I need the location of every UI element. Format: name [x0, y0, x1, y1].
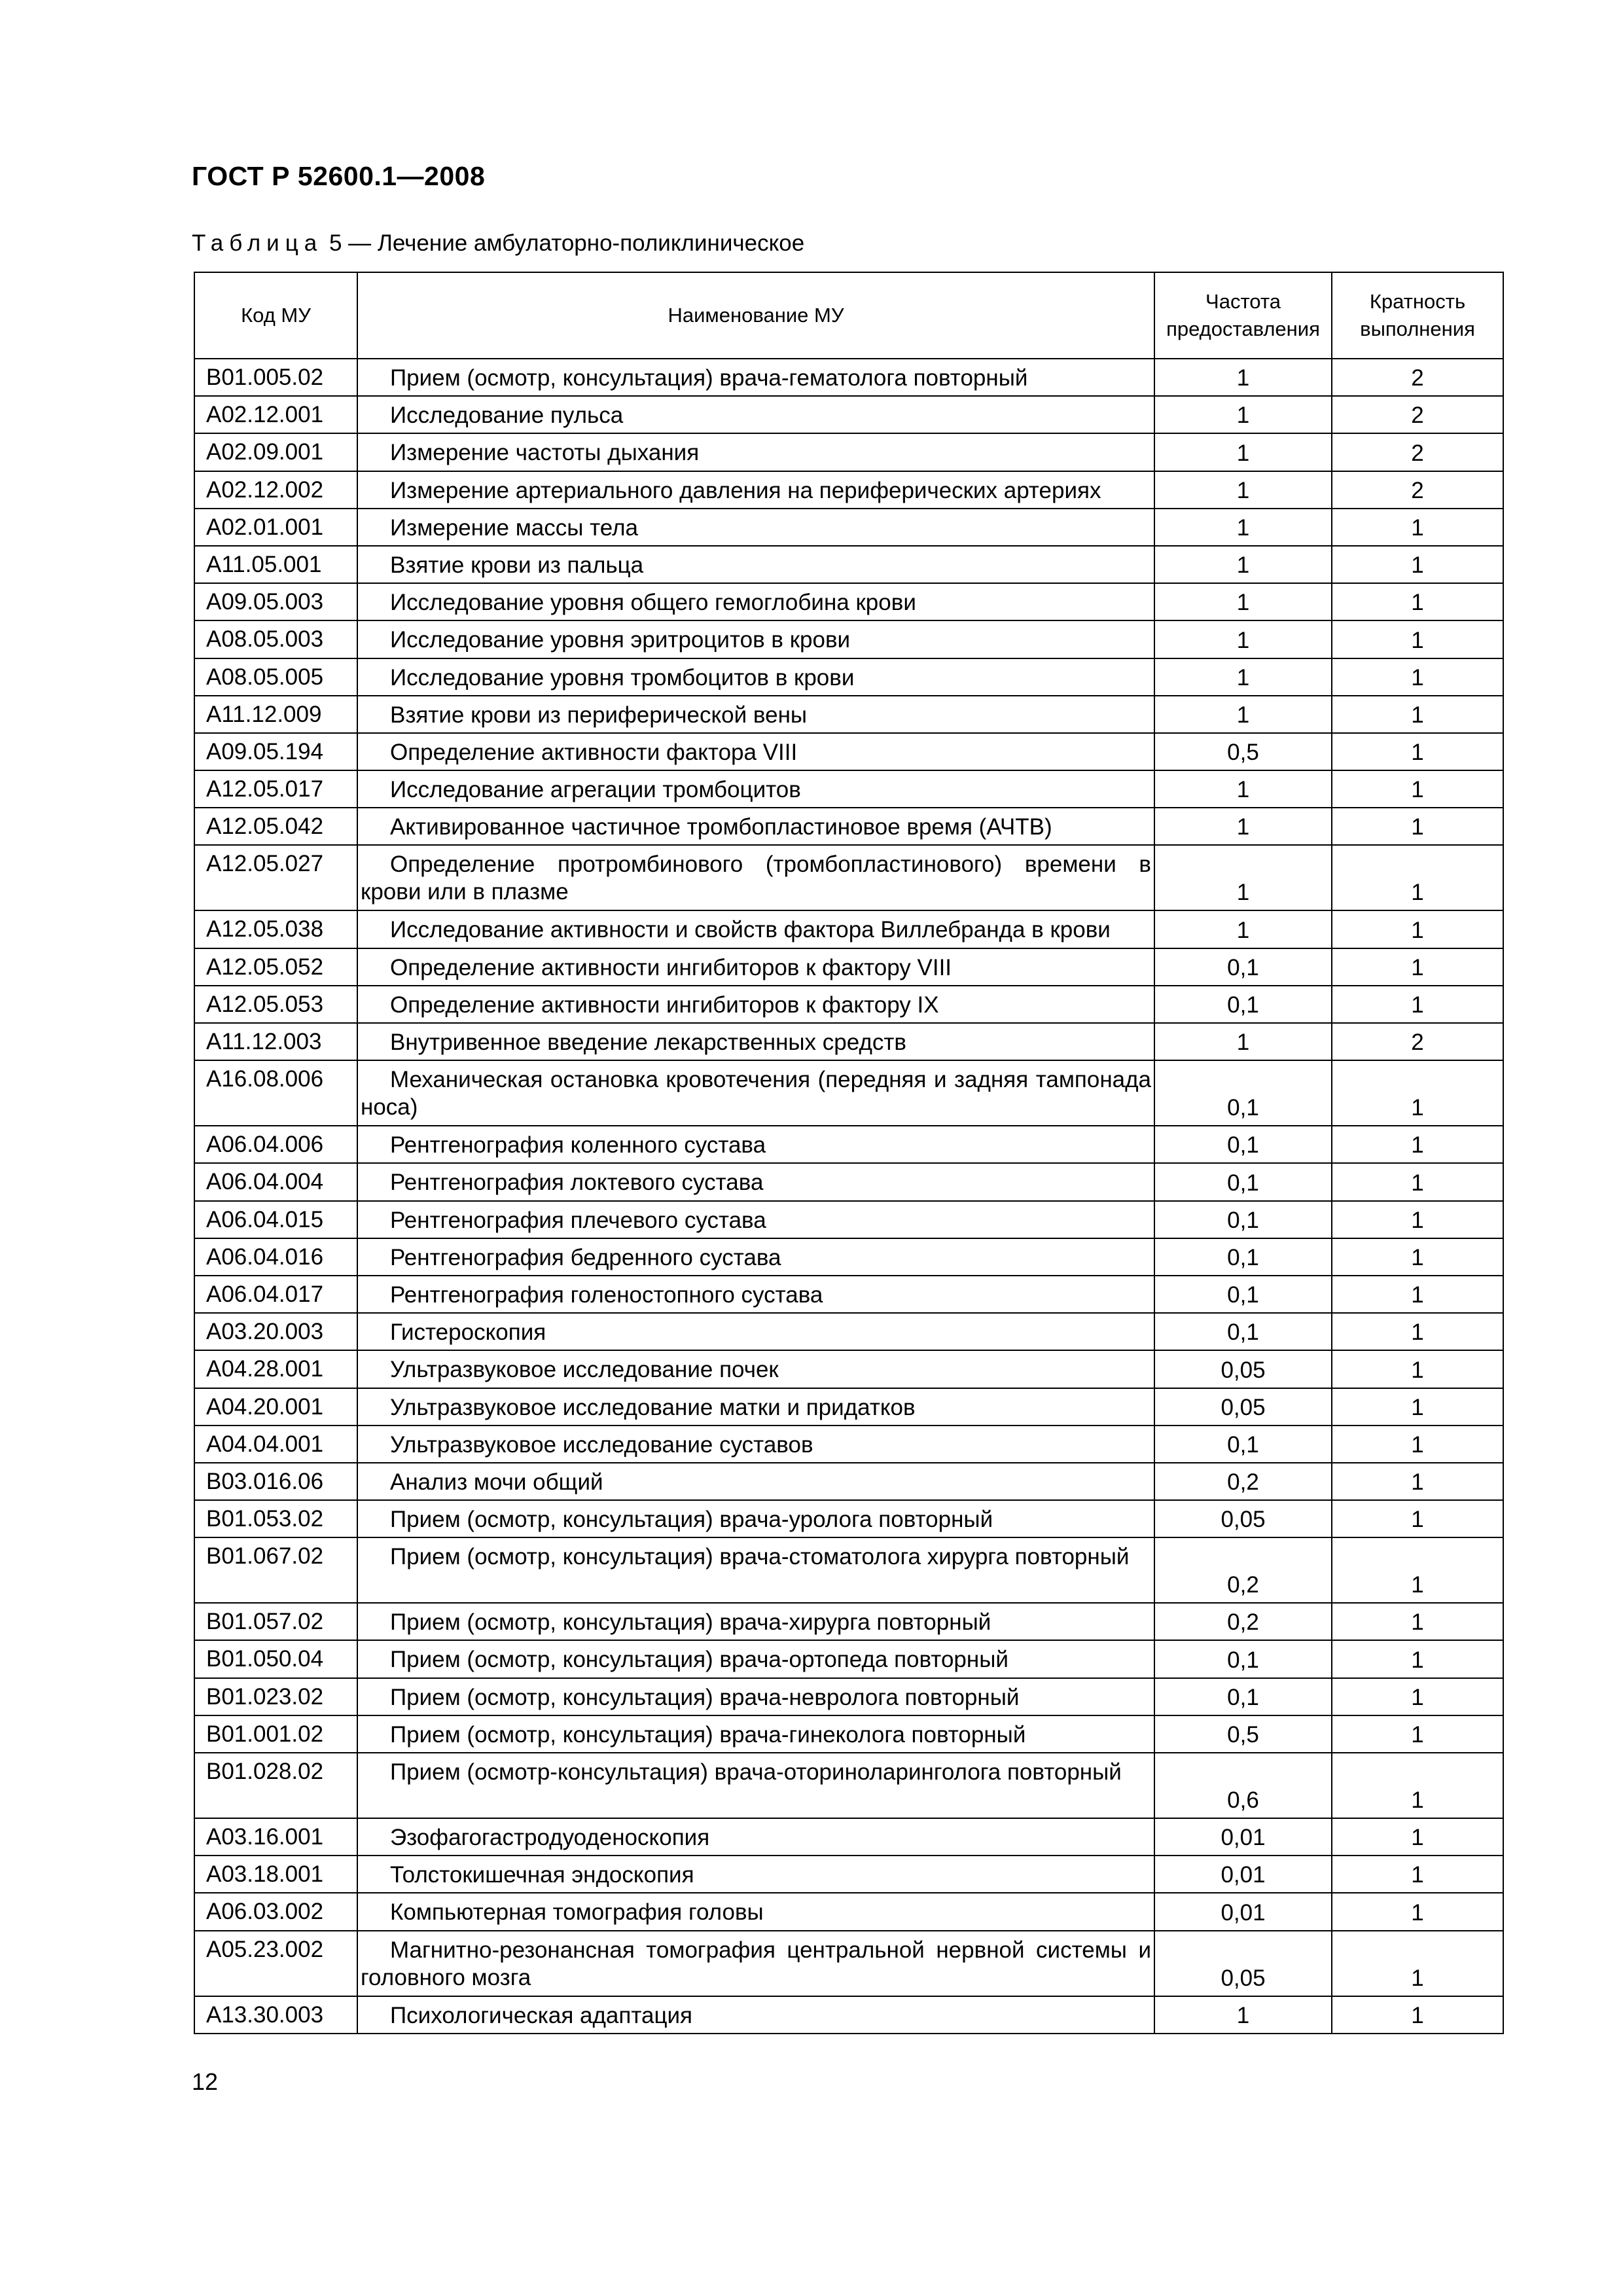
column-header-name: Наименование МУ — [357, 272, 1154, 359]
table-row — [194, 1388, 1503, 1426]
cell-multiplicity: 1 — [1332, 658, 1503, 696]
table-row — [194, 546, 1503, 583]
table-caption-number: 5 — [329, 230, 342, 256]
cell-name — [357, 1537, 1154, 1603]
cell-code: B03.016.06 — [194, 1463, 357, 1500]
cell-frequency: 1 — [1154, 1023, 1332, 1060]
cell-name-text: Эзофагогастродуоденоскопия — [390, 1825, 710, 1850]
table-row — [194, 620, 1503, 658]
cell-name — [357, 1500, 1154, 1537]
cell-name-text: Прием (осмотр, консультация) врача-гинеколога повторный — [390, 1721, 1026, 1748]
cell-code: A02.12.002 — [194, 471, 357, 509]
table-row — [194, 1426, 1503, 1463]
cell-name — [357, 696, 1154, 733]
cell-code: A06.04.017 — [194, 1276, 357, 1313]
cell-multiplicity: 1 — [1332, 546, 1503, 583]
cell-name-text: Определение активности фактора VIII — [390, 739, 798, 765]
cell-multiplicity: 1 — [1332, 733, 1503, 770]
cell-multiplicity: 1 — [1332, 696, 1503, 733]
cell-name-text: Рентгенография коленного сустава — [390, 1132, 766, 1158]
cell-name-text: Прием (осмотр, консультация) врача-гематолога повторный — [390, 365, 1028, 391]
cell-multiplicity: 1 — [1332, 1893, 1503, 1930]
cell-name-text: Ультразвуковое исследование матки и придатков — [390, 1394, 916, 1420]
cell-name-text: Исследование уровня общего гемоглобина крови — [390, 590, 916, 616]
cell-name-text: Рентгенография плечевого сустава — [390, 1207, 766, 1233]
table-row — [194, 1060, 1503, 1126]
cell-code: B01.050.04 — [194, 1640, 357, 1677]
table-row — [194, 948, 1503, 986]
cell-name — [357, 1678, 1154, 1715]
cell-code: A03.18.001 — [194, 1856, 357, 1893]
column-header-frequency: Частота предоставления — [1154, 272, 1332, 359]
cell-frequency: 1 — [1154, 770, 1332, 808]
column-header-code: Код МУ — [194, 272, 357, 359]
services-table — [194, 272, 1504, 2034]
cell-frequency: 1 — [1154, 396, 1332, 433]
cell-frequency: 1 — [1154, 509, 1332, 546]
cell-multiplicity: 2 — [1332, 359, 1503, 396]
cell-frequency: 0,5 — [1154, 1715, 1332, 1753]
cell-name — [357, 1388, 1154, 1426]
cell-name — [357, 1931, 1154, 1996]
table-row — [194, 1678, 1503, 1715]
cell-multiplicity: 1 — [1332, 1931, 1503, 1996]
cell-multiplicity: 1 — [1332, 1753, 1503, 1818]
cell-frequency: 0,1 — [1154, 1163, 1332, 1200]
cell-multiplicity: 1 — [1332, 1640, 1503, 1677]
cell-multiplicity: 1 — [1332, 1163, 1503, 1200]
cell-frequency: 1 — [1154, 1996, 1332, 2034]
cell-name — [357, 1238, 1154, 1276]
cell-name — [357, 583, 1154, 620]
cell-name-text: Рентгенография бедренного сустава — [390, 1244, 781, 1270]
cell-frequency: 1 — [1154, 658, 1332, 696]
cell-code: A06.04.004 — [194, 1163, 357, 1200]
table-row — [194, 359, 1503, 396]
cell-name-text: Ультразвуковое исследование суставов — [390, 1431, 813, 1458]
table-row — [194, 471, 1503, 509]
cell-name — [357, 808, 1154, 845]
cell-name-text: Магнитно-резонансная томография центральной нервной системы и головного мозга — [361, 1937, 1151, 1990]
cell-code: B01.023.02 — [194, 1678, 357, 1715]
cell-name — [357, 845, 1154, 910]
cell-frequency: 1 — [1154, 546, 1332, 583]
cell-name — [357, 1426, 1154, 1463]
cell-code: A02.01.001 — [194, 509, 357, 546]
cell-name-text: Прием (осмотр, консультация) врача-невролога повторный — [390, 1684, 1020, 1710]
cell-multiplicity: 1 — [1332, 1537, 1503, 1603]
cell-name-text: Рентгенография голеностопного сустава — [390, 1282, 823, 1308]
cell-name — [357, 1350, 1154, 1388]
table-row — [194, 1201, 1503, 1238]
cell-frequency: 0,05 — [1154, 1350, 1332, 1388]
cell-name — [357, 1996, 1154, 2034]
table-row — [194, 986, 1503, 1023]
cell-name — [357, 1893, 1154, 1930]
cell-code: A09.05.003 — [194, 583, 357, 620]
column-header-multiplicity: Кратность выполнения — [1332, 272, 1503, 359]
cell-multiplicity: 2 — [1332, 433, 1503, 471]
cell-name-text: Исследование уровня эритроцитов в крови — [390, 627, 851, 653]
cell-name-text: Прием (осмотр, консультация) врача-ортопеда повторный — [390, 1647, 1008, 1673]
table-row — [194, 733, 1503, 770]
cell-name-text: Исследование пульса — [390, 403, 624, 429]
cell-multiplicity: 2 — [1332, 396, 1503, 433]
cell-name-text: Толстокишечная эндоскопия — [390, 1862, 694, 1888]
cell-code: A12.05.027 — [194, 845, 357, 910]
cell-code: A11.12.003 — [194, 1023, 357, 1060]
cell-frequency: 0,1 — [1154, 1313, 1332, 1350]
cell-name-text: Исследование агрегации тромбоцитов — [390, 777, 801, 803]
cell-frequency: 0,1 — [1154, 1060, 1332, 1126]
cell-frequency: 0,05 — [1154, 1388, 1332, 1426]
table-row — [194, 583, 1503, 620]
cell-name-text: Компьютерная томография головы — [390, 1899, 764, 1926]
cell-name — [357, 620, 1154, 658]
cell-multiplicity: 1 — [1332, 1856, 1503, 1893]
cell-name-text: Определение протромбинового (тромбопластинового) времени в крови или в плазме — [361, 852, 1151, 905]
table-row — [194, 1818, 1503, 1856]
cell-multiplicity: 2 — [1332, 1023, 1503, 1060]
cell-multiplicity: 1 — [1332, 1463, 1503, 1500]
cell-code: A11.12.009 — [194, 696, 357, 733]
cell-name — [357, 1715, 1154, 1753]
cell-multiplicity: 1 — [1332, 1350, 1503, 1388]
table-row — [194, 1350, 1503, 1388]
cell-code: A04.28.001 — [194, 1350, 357, 1388]
table-row — [194, 845, 1503, 910]
cell-name — [357, 1201, 1154, 1238]
cell-multiplicity: 1 — [1332, 1996, 1503, 2034]
cell-frequency: 1 — [1154, 471, 1332, 509]
table-row — [194, 433, 1503, 471]
cell-frequency: 0,1 — [1154, 1276, 1332, 1313]
cell-name — [357, 658, 1154, 696]
cell-name — [357, 1276, 1154, 1313]
table-body — [194, 359, 1503, 2034]
cell-multiplicity: 1 — [1332, 1201, 1503, 1238]
cell-name — [357, 1023, 1154, 1060]
table-row — [194, 1893, 1503, 1930]
cell-multiplicity: 1 — [1332, 948, 1503, 986]
cell-code: A12.05.017 — [194, 770, 357, 808]
cell-code: A05.23.002 — [194, 1931, 357, 1996]
cell-multiplicity: 1 — [1332, 620, 1503, 658]
cell-name — [357, 1313, 1154, 1350]
cell-code: A06.03.002 — [194, 1893, 357, 1930]
cell-name — [357, 1603, 1154, 1640]
table-row — [194, 1500, 1503, 1537]
table-row — [194, 1126, 1503, 1163]
cell-name — [357, 1856, 1154, 1893]
cell-multiplicity: 1 — [1332, 509, 1503, 546]
cell-name-text: Внутривенное введение лекарственных средств — [390, 1030, 906, 1055]
cell-code: B01.057.02 — [194, 1603, 357, 1640]
cell-name-text: Гистероскопия — [390, 1319, 546, 1346]
cell-frequency: 0,1 — [1154, 1426, 1332, 1463]
table-row — [194, 1931, 1503, 1996]
cell-multiplicity: 1 — [1332, 1238, 1503, 1276]
cell-name-text: Измерение массы тела — [390, 514, 638, 541]
page-number: 12 — [192, 2068, 219, 2095]
cell-name-text: Психологическая адаптация — [390, 2002, 692, 2028]
cell-frequency: 0,5 — [1154, 733, 1332, 770]
cell-multiplicity: 1 — [1332, 1313, 1503, 1350]
table-row — [194, 1463, 1503, 1500]
cell-frequency: 0,1 — [1154, 1640, 1332, 1677]
cell-multiplicity: 1 — [1332, 910, 1503, 948]
cell-frequency: 1 — [1154, 696, 1332, 733]
table-row — [194, 1023, 1503, 1060]
cell-code: A02.09.001 — [194, 433, 357, 471]
cell-frequency: 1 — [1154, 808, 1332, 845]
table-row — [194, 1603, 1503, 1640]
table-row — [194, 1996, 1503, 2034]
table-row — [194, 770, 1503, 808]
cell-code: B01.053.02 — [194, 1500, 357, 1537]
table-header-row — [194, 272, 1503, 359]
cell-name-text: Рентгенография локтевого сустава — [390, 1170, 764, 1196]
cell-name — [357, 733, 1154, 770]
cell-code: A06.04.016 — [194, 1238, 357, 1276]
cell-name — [357, 770, 1154, 808]
cell-frequency: 0,1 — [1154, 1238, 1332, 1276]
cell-name-text: Определение активности ингибиторов к фактору VIII — [390, 954, 952, 980]
cell-name — [357, 471, 1154, 509]
cell-code: A03.20.003 — [194, 1313, 357, 1350]
cell-name-text: Прием (осмотр-консультация) врача-оториноларинголога повторный — [390, 1759, 1122, 1785]
cell-name — [357, 910, 1154, 948]
cell-name — [357, 986, 1154, 1023]
cell-multiplicity: 1 — [1332, 1603, 1503, 1640]
cell-multiplicity: 1 — [1332, 1678, 1503, 1715]
cell-code: A03.16.001 — [194, 1818, 357, 1856]
cell-frequency: 1 — [1154, 910, 1332, 948]
table-row — [194, 396, 1503, 433]
cell-frequency: 0,2 — [1154, 1603, 1332, 1640]
cell-frequency: 0,05 — [1154, 1931, 1332, 1996]
cell-name — [357, 433, 1154, 471]
cell-multiplicity: 1 — [1332, 1276, 1503, 1313]
cell-name — [357, 1753, 1154, 1818]
table-row — [194, 1276, 1503, 1313]
cell-frequency: 1 — [1154, 583, 1332, 620]
cell-name-text: Определение активности ингибиторов к фактору IX — [390, 992, 939, 1018]
cell-frequency: 0,6 — [1154, 1753, 1332, 1818]
cell-multiplicity: 1 — [1332, 1500, 1503, 1537]
cell-frequency: 0,05 — [1154, 1500, 1332, 1537]
table-caption — [192, 230, 804, 257]
cell-multiplicity: 1 — [1332, 1126, 1503, 1163]
cell-name-text: Исследование активности и свойств фактора Виллебранда в крови — [390, 917, 1111, 943]
cell-name — [357, 509, 1154, 546]
cell-name — [357, 1126, 1154, 1163]
table-row — [194, 910, 1503, 948]
cell-name-text: Прием (осмотр, консультация) врача-уролога повторный — [390, 1507, 993, 1533]
cell-code: A06.04.006 — [194, 1126, 357, 1163]
cell-code: A02.12.001 — [194, 396, 357, 433]
cell-multiplicity: 1 — [1332, 1715, 1503, 1753]
table-row — [194, 1537, 1503, 1603]
cell-frequency: 1 — [1154, 845, 1332, 910]
table-row — [194, 808, 1503, 845]
cell-name — [357, 1463, 1154, 1500]
cell-name-text: Взятие крови из периферической вены — [390, 702, 808, 728]
cell-multiplicity: 1 — [1332, 1818, 1503, 1856]
table-row — [194, 658, 1503, 696]
cell-code: A13.30.003 — [194, 1996, 357, 2034]
cell-code: A16.08.006 — [194, 1060, 357, 1126]
cell-name-text: Измерение частоты дыхания — [390, 440, 700, 466]
cell-name-text: Механическая остановка кровотечения (передняя и задняя тампонада носа) — [361, 1067, 1151, 1121]
cell-name-text: Прием (осмотр, консультация) врача-хирурга повторный — [390, 1609, 991, 1636]
cell-code: B01.028.02 — [194, 1753, 357, 1818]
table-row — [194, 1313, 1503, 1350]
cell-code: B01.067.02 — [194, 1537, 357, 1603]
cell-multiplicity: 1 — [1332, 1060, 1503, 1126]
cell-code: B01.005.02 — [194, 359, 357, 396]
cell-frequency: 1 — [1154, 359, 1332, 396]
table-row — [194, 696, 1503, 733]
table-caption-prefix: Таблица — [192, 230, 323, 256]
cell-name-text: Ультразвуковое исследование почек — [390, 1357, 779, 1383]
table-row — [194, 509, 1503, 546]
cell-multiplicity: 1 — [1332, 808, 1503, 845]
table-row — [194, 1715, 1503, 1753]
cell-multiplicity: 1 — [1332, 1388, 1503, 1426]
cell-frequency: 0,01 — [1154, 1818, 1332, 1856]
cell-frequency: 0,01 — [1154, 1856, 1332, 1893]
cell-code: A06.04.015 — [194, 1201, 357, 1238]
cell-name-text: Активированное частичное тромбопластиновое время (АЧТВ) — [390, 814, 1052, 840]
cell-code: B01.001.02 — [194, 1715, 357, 1753]
cell-frequency: 0,1 — [1154, 986, 1332, 1023]
cell-name — [357, 948, 1154, 986]
table-row — [194, 1856, 1503, 1893]
table-caption-text: — Лечение амбулаторно-поликлиническое — [348, 230, 805, 256]
cell-code: A04.04.001 — [194, 1426, 357, 1463]
cell-name-text: Исследование уровня тромбоцитов в крови — [390, 664, 855, 691]
cell-frequency: 0,2 — [1154, 1463, 1332, 1500]
cell-multiplicity: 1 — [1332, 583, 1503, 620]
cell-frequency: 0,1 — [1154, 1201, 1332, 1238]
cell-multiplicity: 1 — [1332, 986, 1503, 1023]
cell-code: A12.05.052 — [194, 948, 357, 986]
table-row — [194, 1640, 1503, 1677]
cell-name-text: Прием (осмотр, консультация) врача-стоматолога хирурга повторный — [390, 1544, 1130, 1570]
cell-name — [357, 1818, 1154, 1856]
cell-code: A08.05.003 — [194, 620, 357, 658]
cell-frequency: 0,2 — [1154, 1537, 1332, 1603]
cell-name — [357, 396, 1154, 433]
table-row — [194, 1753, 1503, 1818]
cell-frequency: 1 — [1154, 620, 1332, 658]
cell-frequency: 0,1 — [1154, 1678, 1332, 1715]
cell-code: A12.05.042 — [194, 808, 357, 845]
cell-code: A12.05.038 — [194, 910, 357, 948]
cell-name-text: Взятие крови из пальца — [390, 552, 644, 578]
cell-name — [357, 1060, 1154, 1126]
cell-name — [357, 359, 1154, 396]
cell-name-text: Измерение артериального давления на периферических артериях — [390, 477, 1101, 503]
cell-code: A08.05.005 — [194, 658, 357, 696]
cell-frequency: 0,1 — [1154, 1126, 1332, 1163]
cell-multiplicity: 1 — [1332, 1426, 1503, 1463]
cell-multiplicity: 1 — [1332, 845, 1503, 910]
cell-name — [357, 1640, 1154, 1677]
cell-name — [357, 1163, 1154, 1200]
cell-name-text: Анализ мочи общий — [390, 1469, 603, 1495]
document-header: ГОСТ Р 52600.1—2008 — [192, 161, 486, 191]
cell-code: A12.05.053 — [194, 986, 357, 1023]
cell-frequency: 1 — [1154, 433, 1332, 471]
table-row — [194, 1238, 1503, 1276]
cell-name — [357, 546, 1154, 583]
cell-frequency: 0,1 — [1154, 948, 1332, 986]
cell-frequency: 0,01 — [1154, 1893, 1332, 1930]
cell-code: A11.05.001 — [194, 546, 357, 583]
table-row — [194, 1163, 1503, 1200]
cell-multiplicity: 1 — [1332, 770, 1503, 808]
cell-multiplicity: 2 — [1332, 471, 1503, 509]
cell-code: A04.20.001 — [194, 1388, 357, 1426]
cell-code: A09.05.194 — [194, 733, 357, 770]
